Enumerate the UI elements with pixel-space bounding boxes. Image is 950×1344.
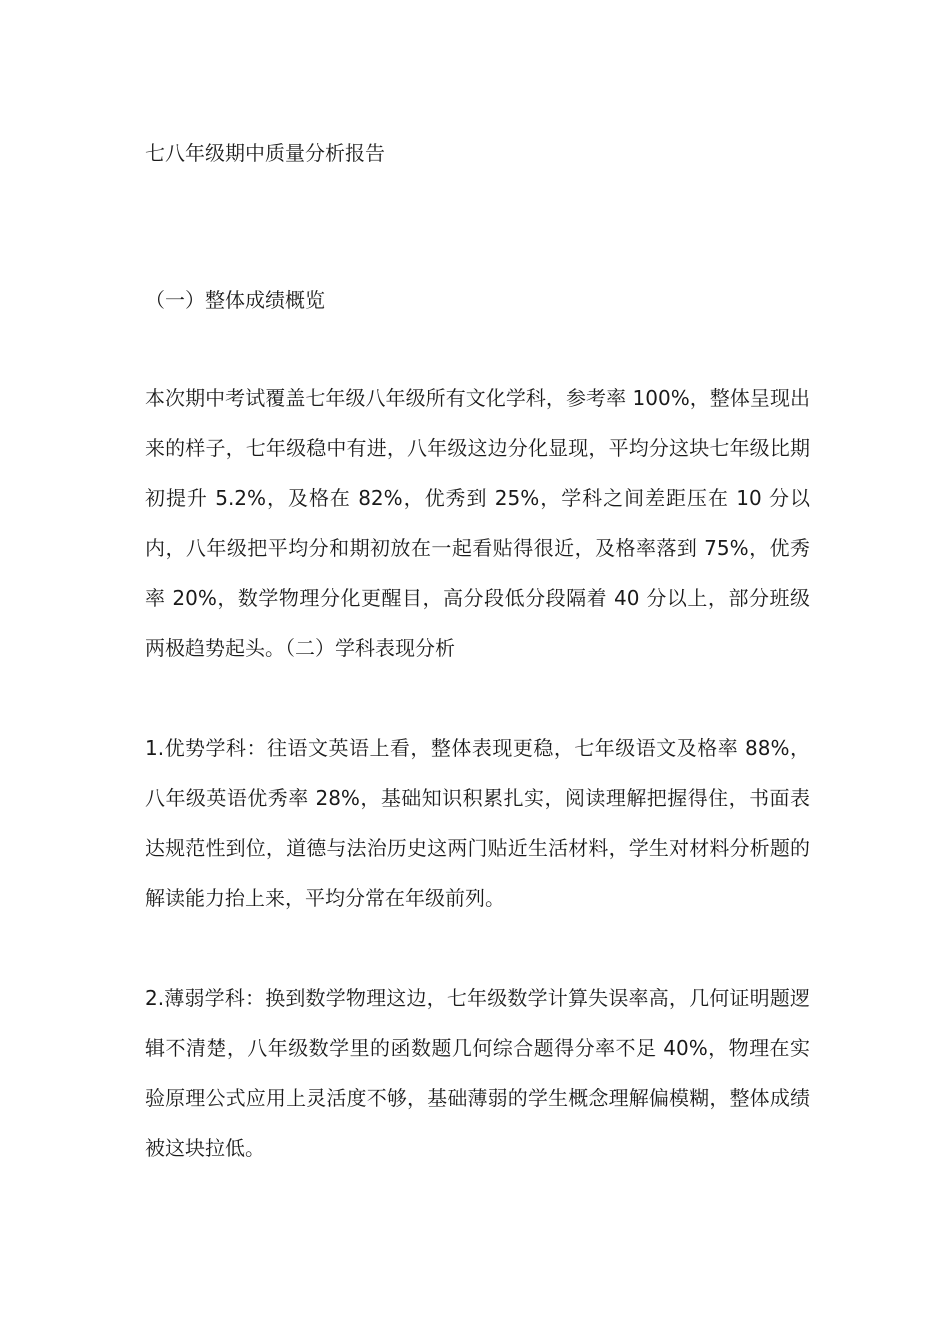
paragraph-weak-subjects: 2.薄弱学科：换到数学物理这边，七年级数学计算失误率高，几何证明题逻辑不清楚，八年级数学里的函数题几何综合题得分率不足 40%，物理在实验原理公式应用上灵活度不够，基础薄弱的学生概念理解偏模糊，整体成绩被这块拉低。 (145, 986, 810, 1160)
paragraph-strong-subjects: 1.优势学科：往语文英语上看，整体表现更稳，七年级语文及格率 88%，八年级英语优秀率 28%，基础知识积累扎实，阅读理解把握得住，书面表达规范性到位，道德与法治历史这两门贴近生活材料，学生对材料分析题的解读能力抬上来，平均分常在年级前列。 (145, 736, 810, 910)
document-title: 七八年级期中质量分析报告 (145, 141, 385, 165)
paragraph-overall-results: 本次期中考试覆盖七年级八年级所有文化学科，参考率 100%，整体呈现出来的样子，七年级稳中有进，八年级这边分化显现，平均分这块七年级比期初提升 5.2%，及格在 82%，优秀到 25%，学科之间差距压在 10 分以内，八年级把平均分和期初放在一起看贴得很近，及格率落到 75%，优秀率 20%，数学物理分化更醒目，高分段低分段隔着 40 分以上，部分班级两极趋势起头。（二）学科表现分析 (145, 386, 810, 660)
section-heading-overview: （一）整体成绩概览 (145, 288, 325, 312)
